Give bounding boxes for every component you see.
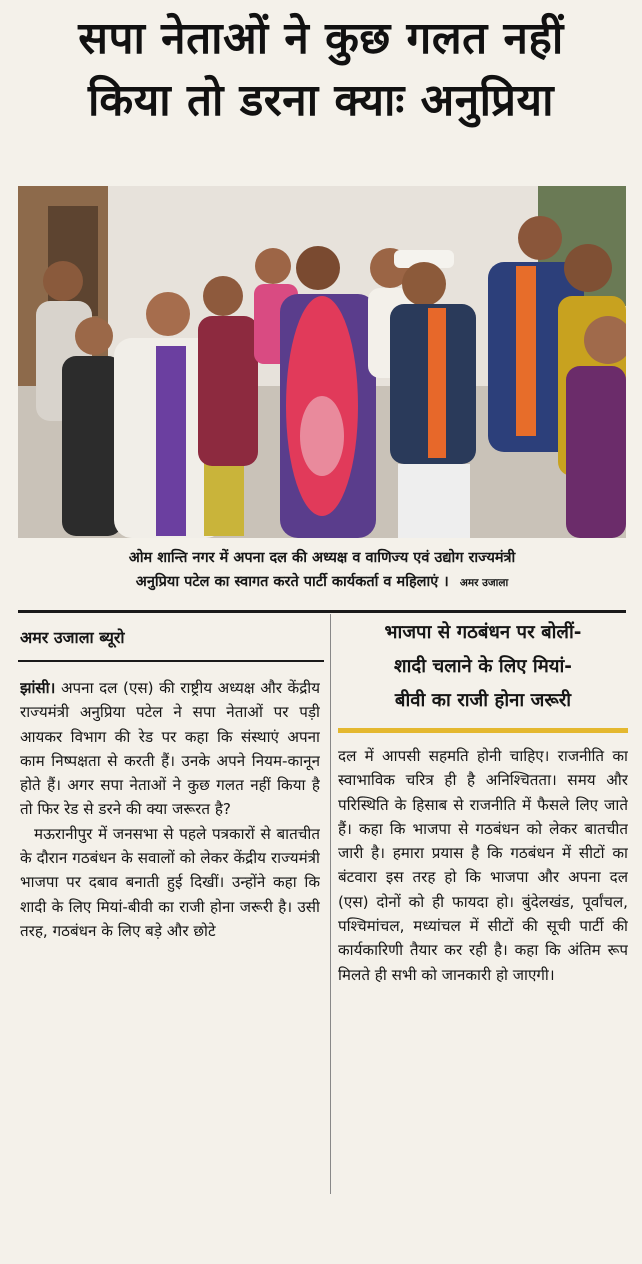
group-photo-icon xyxy=(18,186,626,538)
byline: अमर उजाला ब्यूरो xyxy=(20,628,125,647)
subheadline-line-3: बीवी का राजी होना जरूरी xyxy=(394,690,572,711)
caption-line-1: ओम शान्ति नगर में अपना दल की अध्यक्ष व वाणिज्य एवं उद्योग राज्यमंत्री xyxy=(128,550,516,566)
caption-line-2-text: अनुप्रिया पटेल का स्वागत करते पार्टी कार्यकर्ता व महिलाएं । xyxy=(135,574,449,590)
headline xyxy=(14,8,628,132)
dateline: झांसी। xyxy=(20,679,56,697)
paragraph-1-text: अपना दल (एस) की राष्ट्रीय अध्यक्ष और केंद्रीय राज्यमंत्री अनुप्रिया पटेल ने सपा नेताओं पर पड़ी आयकर विभाग की रेड पर कहा कि संस्थाएं अपना काम निष्पक्षता से करती हैं। उनके अपने नियम-कानून होते हैं। अगर सपा नेताओं ने कुछ गलत नहीं किया है तो फिर रेड से डरने की क्या जरूरत है? xyxy=(20,679,320,819)
subheadline-underline xyxy=(338,728,628,733)
news-photo xyxy=(18,186,626,538)
article-paragraph-1 xyxy=(20,676,320,822)
photo-caption xyxy=(18,540,626,604)
article-paragraph-3: दल में आपसी सहमति होनी चाहिए। राजनीति का स्वाभाविक चरित्र ही है अनिश्चितता। समय और परिस्थिति के हिसाब से राजनीति में फैसले लिए जाते हैं। कहा कि भाजपा से गठबंधन को लेकर बातचीत जारी है। हमारा प्रयास है कि गठबंधन में सीटों का बंटवारा इस तरह हो कि भाजपा और अपना दल (एस) दोनों को ही फायदा हो। बुंदेलखंड, पूर्वांचल, पश्चिमांचल, मध्यांचल में सीटों की सूची पार्टी की कार्यकारिणी तैयार कर रही है। कहा कि अंतिम रूप मिलते ही सभी को जानकारी हो जाएगी। xyxy=(338,747,628,984)
headline-line-2: किया तो डरना क्याः अनुप्रिया xyxy=(88,75,554,126)
byline-divider xyxy=(18,660,324,662)
article-paragraph-2: मऊरानीपुर में जनसभा से पहले पत्रकारों से बातचीत के दौरान गठबंधन के सवालों को लेकर केंद्रीय राज्यमंत्री भाजपा पर दबाव बनाती हुई दिखीं। उन्होंने कहा कि शादी के लिए मियां-बीवी का राजी होना जरूरी है। उसी तरह, गठबंधन के लिए बड़े और छोटे xyxy=(20,824,320,940)
photo-credit: अमर उजाला xyxy=(459,577,509,589)
article-column-left xyxy=(20,676,320,1196)
headline-line-1: सपा नेताओं ने कुछ गलत नहीं xyxy=(78,13,564,64)
subheadline-line-1: भाजपा से गठबंधन पर बोलीं- xyxy=(384,622,582,643)
column-divider xyxy=(330,614,331,1194)
caption-line-2 xyxy=(18,570,626,595)
article-column-right xyxy=(338,744,628,1264)
subheadline-line-2: शादी चलाने के लिए मियां- xyxy=(394,656,572,677)
section-divider xyxy=(18,610,626,613)
subheadline xyxy=(338,616,628,718)
